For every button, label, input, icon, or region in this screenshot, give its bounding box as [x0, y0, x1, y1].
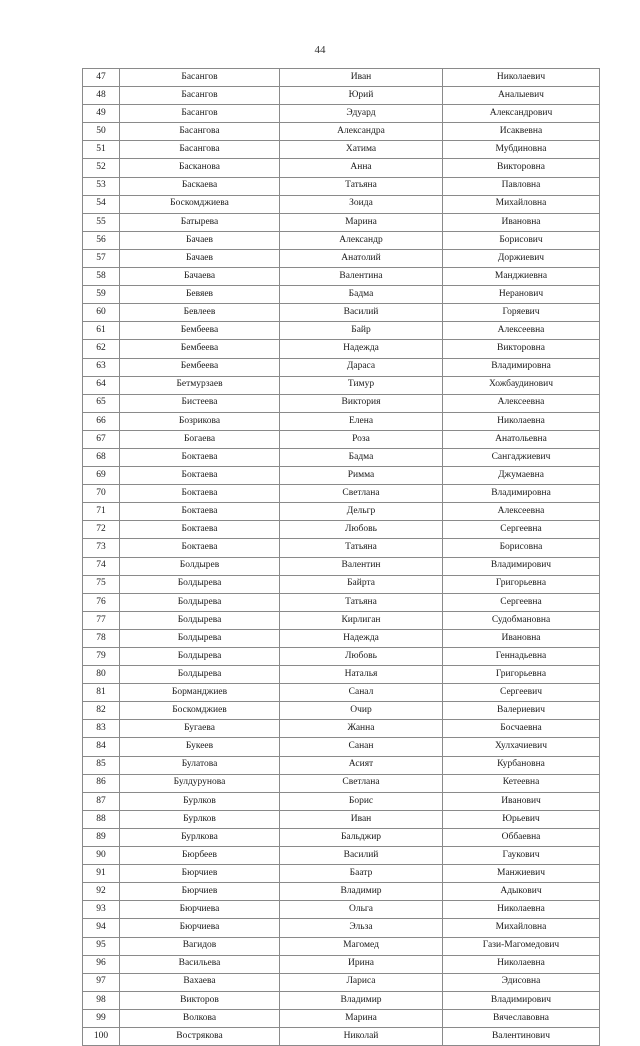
table-row [83, 792, 600, 810]
patronymic-cell: Исаквевна [443, 123, 600, 141]
last-name-cell: Болдырева [120, 629, 280, 647]
patronymic-cell: Аналыевич [443, 87, 600, 105]
patronymic-cell: Горяевич [443, 304, 600, 322]
last-name-cell: Булатова [120, 756, 280, 774]
patronymic-cell: Хулхачиевич [443, 738, 600, 756]
first-name-cell: Любовь [280, 521, 443, 539]
patronymic-cell: Мубдиновна [443, 141, 600, 159]
patronymic-cell: Николаевна [443, 901, 600, 919]
first-name-cell: Хатима [280, 141, 443, 159]
first-name-cell: Эдуард [280, 105, 443, 123]
first-name-cell: Магомед [280, 937, 443, 955]
row-number-cell: 94 [83, 919, 120, 937]
table-row [83, 847, 600, 865]
row-number-cell: 72 [83, 521, 120, 539]
first-name-cell: Баатр [280, 865, 443, 883]
first-name-cell: Марина [280, 1009, 443, 1027]
last-name-cell: Болдырева [120, 593, 280, 611]
first-name-cell: Иван [280, 69, 443, 87]
last-name-cell: Вострякова [120, 1027, 280, 1045]
row-number-cell: 98 [83, 991, 120, 1009]
last-name-cell: Боскомджиева [120, 195, 280, 213]
first-name-cell: Дельгр [280, 503, 443, 521]
last-name-cell: Бевяев [120, 286, 280, 304]
first-name-cell: Очир [280, 702, 443, 720]
table-row [83, 231, 600, 249]
first-name-cell: Елена [280, 412, 443, 430]
first-name-cell: Кирлиган [280, 611, 443, 629]
patronymic-cell: Сергеевна [443, 521, 600, 539]
last-name-cell: Булдурунова [120, 774, 280, 792]
table-row [83, 195, 600, 213]
last-name-cell: Букеев [120, 738, 280, 756]
last-name-cell: Батырева [120, 213, 280, 231]
last-name-cell: Вагидов [120, 937, 280, 955]
patronymic-cell: Валериевич [443, 702, 600, 720]
row-number-cell: 96 [83, 955, 120, 973]
row-number-cell: 74 [83, 557, 120, 575]
row-number-cell: 80 [83, 666, 120, 684]
table-row [83, 666, 600, 684]
patronymic-cell: Джумаевна [443, 467, 600, 485]
last-name-cell: Бурлкова [120, 828, 280, 846]
row-number-cell: 63 [83, 358, 120, 376]
patronymic-cell: Манжиевич [443, 865, 600, 883]
table-row [83, 69, 600, 87]
first-name-cell: Марина [280, 213, 443, 231]
first-name-cell: Александр [280, 231, 443, 249]
first-name-cell: Надежда [280, 340, 443, 358]
last-name-cell: Бурлков [120, 792, 280, 810]
first-name-cell: Ирина [280, 955, 443, 973]
first-name-cell: Анна [280, 159, 443, 177]
patronymic-cell: Валентинович [443, 1027, 600, 1045]
row-number-cell: 68 [83, 448, 120, 466]
row-number-cell: 97 [83, 973, 120, 991]
patronymic-cell: Сергеевна [443, 593, 600, 611]
first-name-cell: Александра [280, 123, 443, 141]
first-name-cell: Светлана [280, 485, 443, 503]
table-row [83, 268, 600, 286]
table-row [83, 828, 600, 846]
patronymic-cell: Алексеевна [443, 503, 600, 521]
first-name-cell: Роза [280, 430, 443, 448]
patronymic-cell: Владимировна [443, 358, 600, 376]
patronymic-cell: Николаевич [443, 69, 600, 87]
patronymic-cell: Судобмановна [443, 611, 600, 629]
patronymic-cell: Гази-Магомедович [443, 937, 600, 955]
row-number-cell: 57 [83, 249, 120, 267]
first-name-cell: Виктория [280, 394, 443, 412]
last-name-cell: Болдырева [120, 575, 280, 593]
table-row [83, 629, 600, 647]
last-name-cell: Боктаева [120, 485, 280, 503]
table-row [83, 919, 600, 937]
first-name-cell: Ольга [280, 901, 443, 919]
row-number-cell: 61 [83, 322, 120, 340]
first-name-cell: Василий [280, 847, 443, 865]
table-row [83, 937, 600, 955]
row-number-cell: 87 [83, 792, 120, 810]
row-number-cell: 76 [83, 593, 120, 611]
last-name-cell: Боктаева [120, 467, 280, 485]
last-name-cell: Болдырева [120, 611, 280, 629]
row-number-cell: 54 [83, 195, 120, 213]
patronymic-cell: Иванович [443, 792, 600, 810]
row-number-cell: 58 [83, 268, 120, 286]
row-number-cell: 71 [83, 503, 120, 521]
last-name-cell: Бюрчиев [120, 883, 280, 901]
table-row [83, 521, 600, 539]
row-number-cell: 55 [83, 213, 120, 231]
table-row [83, 430, 600, 448]
table-row [83, 376, 600, 394]
table-row [83, 738, 600, 756]
patronymic-cell: Манджиевна [443, 268, 600, 286]
first-name-cell: Николай [280, 1027, 443, 1045]
row-number-cell: 52 [83, 159, 120, 177]
row-number-cell: 78 [83, 629, 120, 647]
table-row [83, 810, 600, 828]
last-name-cell: Бембеева [120, 322, 280, 340]
first-name-cell: Тимур [280, 376, 443, 394]
row-number-cell: 66 [83, 412, 120, 430]
first-name-cell: Иван [280, 810, 443, 828]
patronymic-cell: Курбановна [443, 756, 600, 774]
table-row [83, 557, 600, 575]
patronymic-cell: Эдисовна [443, 973, 600, 991]
last-name-cell: Басангов [120, 105, 280, 123]
last-name-cell: Бачаева [120, 268, 280, 286]
row-number-cell: 60 [83, 304, 120, 322]
table-row [83, 1027, 600, 1045]
first-name-cell: Бадма [280, 448, 443, 466]
table-row [83, 883, 600, 901]
row-number-cell: 62 [83, 340, 120, 358]
table-row [83, 901, 600, 919]
row-number-cell: 53 [83, 177, 120, 195]
patronymic-cell: Михайловна [443, 919, 600, 937]
row-number-cell: 93 [83, 901, 120, 919]
patronymic-cell: Викторовна [443, 159, 600, 177]
table-row [83, 448, 600, 466]
last-name-cell: Басангов [120, 87, 280, 105]
last-name-cell: Бембеева [120, 358, 280, 376]
row-number-cell: 67 [83, 430, 120, 448]
patronymic-cell: Алексеевна [443, 322, 600, 340]
table-row [83, 1009, 600, 1027]
first-name-cell: Надежда [280, 629, 443, 647]
table-row [83, 87, 600, 105]
first-name-cell: Татьяна [280, 539, 443, 557]
patronymic-cell: Сангаджиевич [443, 448, 600, 466]
row-number-cell: 51 [83, 141, 120, 159]
table-row [83, 159, 600, 177]
patronymic-cell: Доржиевич [443, 249, 600, 267]
table-row [83, 177, 600, 195]
row-number-cell: 90 [83, 847, 120, 865]
last-name-cell: Бюрбеев [120, 847, 280, 865]
patronymic-cell: Павловна [443, 177, 600, 195]
first-name-cell: Асият [280, 756, 443, 774]
first-name-cell: Татьяна [280, 593, 443, 611]
last-name-cell: Волкова [120, 1009, 280, 1027]
first-name-cell: Владимир [280, 883, 443, 901]
table-row [83, 720, 600, 738]
patronymic-cell: Борисовна [443, 539, 600, 557]
patronymic-cell: Юрьевич [443, 810, 600, 828]
first-name-cell: Эльза [280, 919, 443, 937]
patronymic-cell: Николаевна [443, 412, 600, 430]
first-name-cell: Дараса [280, 358, 443, 376]
last-name-cell: Басангова [120, 123, 280, 141]
first-name-cell: Санал [280, 684, 443, 702]
last-name-cell: Бетмурзаев [120, 376, 280, 394]
row-number-cell: 88 [83, 810, 120, 828]
row-number-cell: 92 [83, 883, 120, 901]
row-number-cell: 65 [83, 394, 120, 412]
table-row [83, 593, 600, 611]
row-number-cell: 49 [83, 105, 120, 123]
table-row [83, 991, 600, 1009]
row-number-cell: 77 [83, 611, 120, 629]
row-number-cell: 56 [83, 231, 120, 249]
last-name-cell: Боктаева [120, 521, 280, 539]
first-name-cell: Лариса [280, 973, 443, 991]
page-number: 44 [314, 44, 326, 56]
table-row [83, 123, 600, 141]
first-name-cell: Зоида [280, 195, 443, 213]
last-name-cell: Болдырева [120, 648, 280, 666]
table-row [83, 105, 600, 123]
table-row [83, 467, 600, 485]
last-name-cell: Баскаева [120, 177, 280, 195]
table-row [83, 394, 600, 412]
row-number-cell: 91 [83, 865, 120, 883]
last-name-cell: Бистеева [120, 394, 280, 412]
patronymic-cell: Гаукович [443, 847, 600, 865]
table-row [83, 485, 600, 503]
patronymic-cell: Владимирович [443, 991, 600, 1009]
table-row [83, 141, 600, 159]
last-name-cell: Бозрикова [120, 412, 280, 430]
patronymic-cell: Босчаевна [443, 720, 600, 738]
last-name-cell: Басангова [120, 141, 280, 159]
table-row [83, 702, 600, 720]
last-name-cell: Боктаева [120, 448, 280, 466]
first-name-cell: Юрий [280, 87, 443, 105]
patronymic-cell: Григорьевна [443, 666, 600, 684]
patronymic-cell: Сергеевич [443, 684, 600, 702]
table-row [83, 213, 600, 231]
table-row [83, 774, 600, 792]
last-name-cell: Викторов [120, 991, 280, 1009]
last-name-cell: Бюрчиева [120, 901, 280, 919]
patronymic-cell: Ивановна [443, 213, 600, 231]
patronymic-cell: Михайловна [443, 195, 600, 213]
first-name-cell: Наталья [280, 666, 443, 684]
patronymic-cell: Оббаевна [443, 828, 600, 846]
row-number-cell: 95 [83, 937, 120, 955]
row-number-cell: 84 [83, 738, 120, 756]
last-name-cell: Васильева [120, 955, 280, 973]
patronymic-cell: Ивановна [443, 629, 600, 647]
table-row [83, 955, 600, 973]
patronymic-cell: Адыкович [443, 883, 600, 901]
table-row [83, 611, 600, 629]
row-number-cell: 64 [83, 376, 120, 394]
table-row [83, 648, 600, 666]
row-number-cell: 75 [83, 575, 120, 593]
row-number-cell: 70 [83, 485, 120, 503]
last-name-cell: Бачаев [120, 231, 280, 249]
last-name-cell: Вахаева [120, 973, 280, 991]
table-row [83, 340, 600, 358]
last-name-cell: Болдырев [120, 557, 280, 575]
roster-body [83, 69, 600, 1046]
first-name-cell: Борис [280, 792, 443, 810]
first-name-cell: Жанна [280, 720, 443, 738]
table-row [83, 756, 600, 774]
last-name-cell: Бугаева [120, 720, 280, 738]
row-number-cell: 79 [83, 648, 120, 666]
last-name-cell: Басангов [120, 69, 280, 87]
row-number-cell: 86 [83, 774, 120, 792]
row-number-cell: 59 [83, 286, 120, 304]
first-name-cell: Татьяна [280, 177, 443, 195]
row-number-cell: 73 [83, 539, 120, 557]
table-row [83, 412, 600, 430]
row-number-cell: 85 [83, 756, 120, 774]
row-number-cell: 82 [83, 702, 120, 720]
roster-table [82, 68, 600, 1046]
last-name-cell: Бурлков [120, 810, 280, 828]
last-name-cell: Борманджиев [120, 684, 280, 702]
patronymic-cell: Григорьевна [443, 575, 600, 593]
row-number-cell: 48 [83, 87, 120, 105]
first-name-cell: Светлана [280, 774, 443, 792]
patronymic-cell: Владимирович [443, 557, 600, 575]
patronymic-cell: Викторовна [443, 340, 600, 358]
patronymic-cell: Анатольевна [443, 430, 600, 448]
last-name-cell: Бембеева [120, 340, 280, 358]
table-row [83, 973, 600, 991]
last-name-cell: Богаева [120, 430, 280, 448]
table-row [83, 249, 600, 267]
row-number-cell: 83 [83, 720, 120, 738]
first-name-cell: Римма [280, 467, 443, 485]
row-number-cell: 89 [83, 828, 120, 846]
last-name-cell: Боскомджиев [120, 702, 280, 720]
row-number-cell: 47 [83, 69, 120, 87]
row-number-cell: 99 [83, 1009, 120, 1027]
patronymic-cell: Борисович [443, 231, 600, 249]
table-row [83, 575, 600, 593]
last-name-cell: Бюрчиева [120, 919, 280, 937]
patronymic-cell: Алексеевна [443, 394, 600, 412]
first-name-cell: Анатолий [280, 249, 443, 267]
last-name-cell: Бачаев [120, 249, 280, 267]
first-name-cell: Владимир [280, 991, 443, 1009]
table-row [83, 684, 600, 702]
last-name-cell: Басканова [120, 159, 280, 177]
first-name-cell: Байр [280, 322, 443, 340]
patronymic-cell: Неранович [443, 286, 600, 304]
first-name-cell: Василий [280, 304, 443, 322]
patronymic-cell: Вячеславовна [443, 1009, 600, 1027]
last-name-cell: Бюрчиев [120, 865, 280, 883]
table-row [83, 304, 600, 322]
last-name-cell: Боктаева [120, 539, 280, 557]
table-row [83, 286, 600, 304]
patronymic-cell: Хожбаудинович [443, 376, 600, 394]
last-name-cell: Бевлеев [120, 304, 280, 322]
table-row [83, 865, 600, 883]
row-number-cell: 81 [83, 684, 120, 702]
row-number-cell: 50 [83, 123, 120, 141]
last-name-cell: Болдырева [120, 666, 280, 684]
first-name-cell: Бальджир [280, 828, 443, 846]
patronymic-cell: Александрович [443, 105, 600, 123]
row-number-cell: 100 [83, 1027, 120, 1045]
row-number-cell: 69 [83, 467, 120, 485]
patronymic-cell: Владимировна [443, 485, 600, 503]
first-name-cell: Байрта [280, 575, 443, 593]
patronymic-cell: Николаевна [443, 955, 600, 973]
first-name-cell: Санан [280, 738, 443, 756]
first-name-cell: Валентин [280, 557, 443, 575]
first-name-cell: Бадма [280, 286, 443, 304]
table-row [83, 322, 600, 340]
first-name-cell: Любовь [280, 648, 443, 666]
patronymic-cell: Геннадьевна [443, 648, 600, 666]
patronymic-cell: Кетеевна [443, 774, 600, 792]
table-row [83, 539, 600, 557]
table-row [83, 358, 600, 376]
last-name-cell: Боктаева [120, 503, 280, 521]
table-row [83, 503, 600, 521]
first-name-cell: Валентина [280, 268, 443, 286]
